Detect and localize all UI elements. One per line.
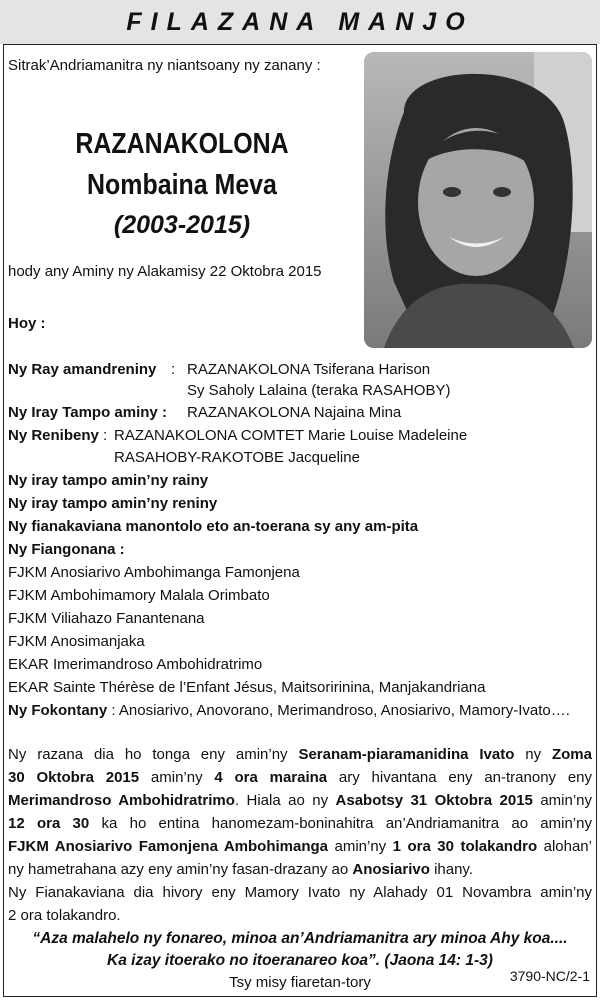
funeral-line: ny hametrahana azy eny amin’ny fasan-drazany ao Anosiarivo ihany. [8,861,473,878]
grandmother-colon: : [103,427,108,444]
funeral-line: 30 Oktobra 2015 amin’ny 4 ora maraina ary hivantana eny an-tranony eny [8,769,593,786]
church-item: FJKM Viliahazo Fanantenana [8,610,205,627]
death-line: hody any Aminy ny Alakamisy 22 Oktobra 2015 [8,263,322,280]
closing-line: Tsy misy fiaretan-tory [229,974,371,991]
parents-colon: : [171,361,176,378]
reference-code: 3790-NC/2-1 [509,968,590,984]
extended-family: Ny fianakaviana manontolo eto an-toerana sy any am-pita [8,518,419,535]
church-item: EKAR Sainte Thérèse de l’Enfant Jésus, Maitsoririnina, Manjakandriana [8,679,486,696]
grandmother-line-1: RAZANAKOLONA COMTET Marie Louise Madeleine [114,427,468,444]
sibling-label: Ny Iray Tampo aminy : [8,404,167,421]
scripture-quote-line-2: Ka izay itoerako no itoeranareo koa”. (Jaona 14: 1-3) [107,952,493,969]
church-item: FJKM Anosiarivo Ambohimanga Famonjena [8,564,300,581]
portrait-image [364,52,592,348]
deceased-surname: RAZANAKOLONA [75,128,289,160]
scripture-quote-line-1: “Aza malahelo ny fonareo, minoa an’Andriamanitra ary minoa Ahy koa.... [32,930,568,947]
fokontany-line: Ny Fokontany : Anosiarivo, Anovorano, Merimandroso, Anosiarivo, Mamory-Ivato…. [8,702,570,719]
parents-label: Ny Ray amandreniny [8,361,157,378]
funeral-line: FJKM Anosiarivo Famonjena Ambohimanga amin’ny 1 ora 30 tolakandro alohan’ [8,838,592,855]
grandmother-label: Ny Renibeny [8,427,99,444]
paternal-relatives: Ny iray tampo amin’ny rainy [8,472,209,489]
fokontany-list: Anosiarivo, Anovorano, Merimandroso, Anosiarivo, Mamory-Ivato…. [118,702,570,719]
parents-line-2: Sy Saholy Lalaina (teraka RASAHOBY) [187,382,451,399]
intro-text: Sitrak’Andriamanitra ny niantsoany ny zanany : [8,57,321,74]
deceased-years: (2003-2015) [113,211,251,239]
sibling-name: RAZANAKOLONA Najaina Mina [187,404,402,421]
funeral-line: Ny razana dia ho tonga eny amin’ny Seranam-piaramanidina Ivato ny Zoma [8,746,592,763]
funeral-line: Merimandroso Ambohidratrimo. Hiala ao ny Asabotsy 31 Oktobra 2015 amin’ny [8,792,593,809]
church-item: FJKM Anosimanjaka [8,633,145,650]
parents-line-1: RAZANAKOLONA Tsiferana Harison [187,361,431,378]
funeral-line: 12 ora 30 ka ho entina hanomezam-boninahitra an’Andriamanitra ao amin’ny [8,815,592,832]
banner-title: FILAZANA MANJO [0,0,600,44]
deceased-given-name: Nombaina Meva [87,169,277,201]
grandmother-line-2: RASAHOBY-RAKOTOBE Jacqueline [114,449,360,466]
church-item: FJKM Ambohimamory Malala Orimbato [8,587,270,604]
church-label: Ny Fiangonana : [8,541,125,558]
fokontany-label: Ny Fokontany [8,702,108,719]
portrait-photo [364,52,592,348]
hoy-label: Hoy : [8,315,46,332]
church-item: EKAR Imerimandroso Ambohidratrimo [8,656,263,673]
gathering-line: Ny Fianakaviana dia hivory eny Mamory Ivato ny Alahady 01 Novambra amin’ny [8,884,592,901]
maternal-relatives: Ny iray tampo amin’ny reniny [8,495,218,512]
gathering-line: 2 ora tolakandro. [8,907,121,924]
